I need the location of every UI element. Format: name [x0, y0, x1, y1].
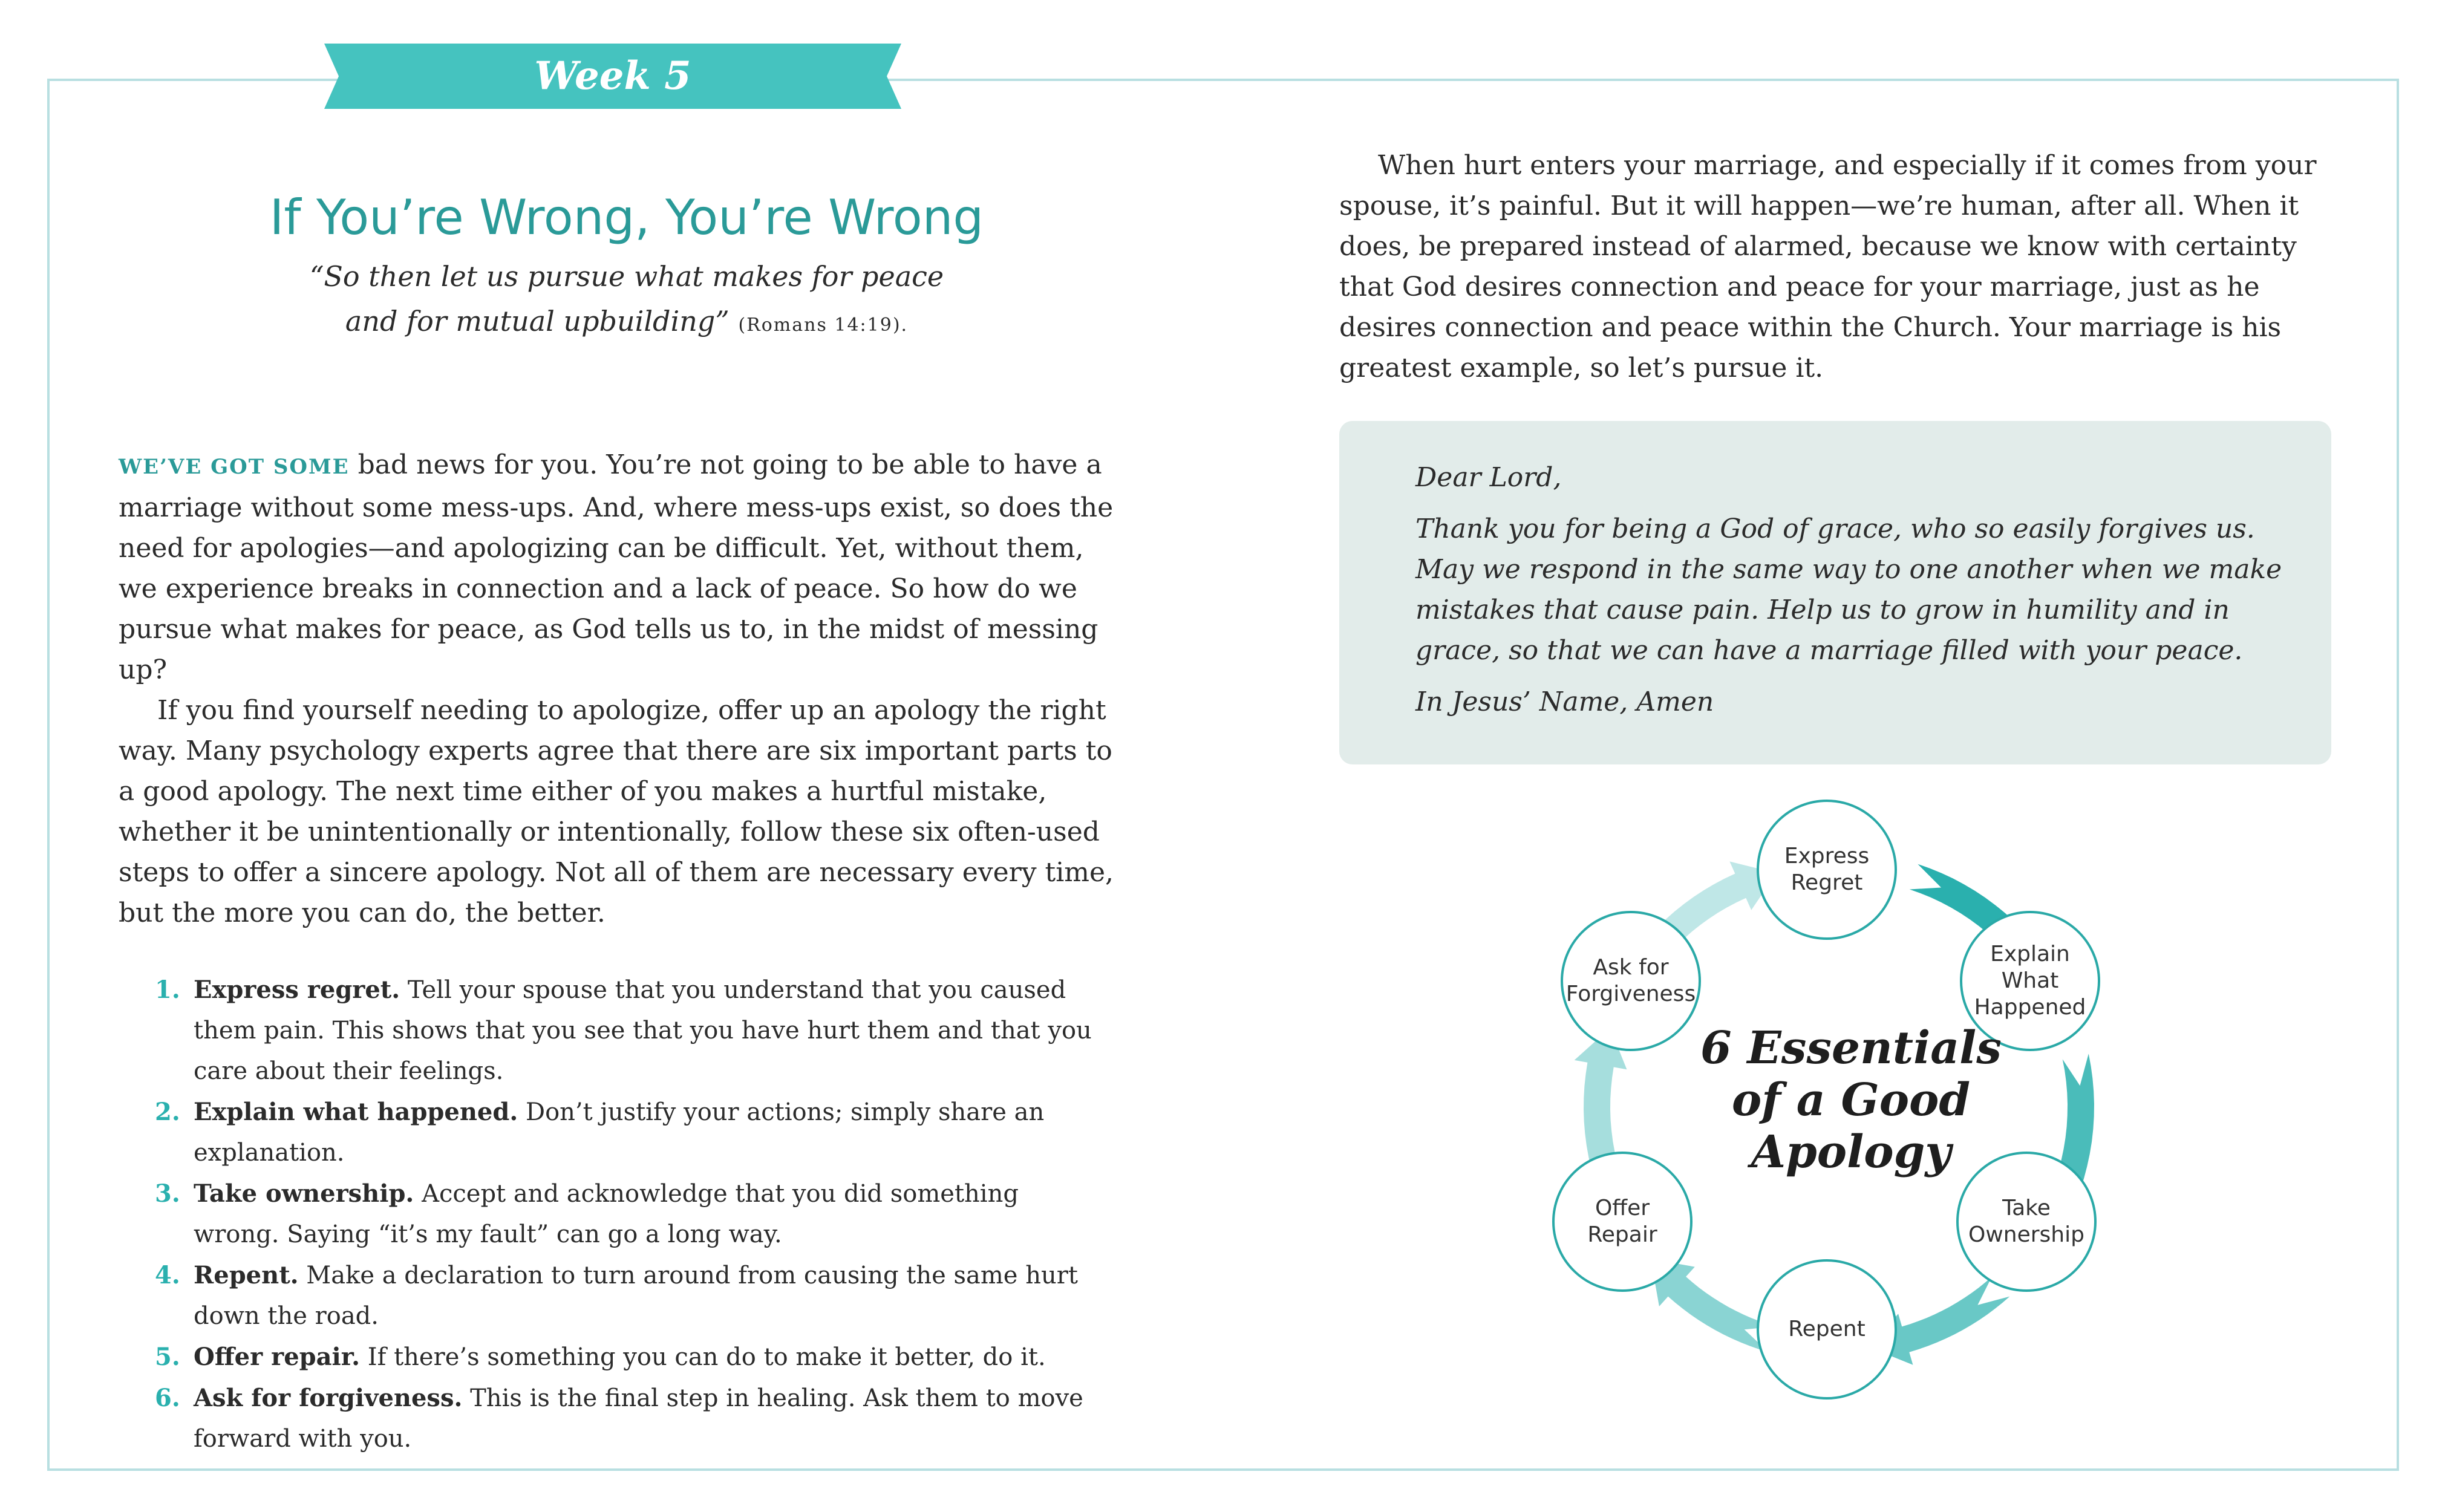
- step-item: [119, 969, 1101, 1092]
- week-label: Week 5: [534, 53, 691, 99]
- step-number: 3.: [155, 1179, 180, 1208]
- step-heading: Take ownership.: [194, 1179, 414, 1208]
- step-heading: Explain what happened.: [194, 1098, 518, 1126]
- node-take-ownership: Take Ownership: [1956, 1152, 2097, 1292]
- step-number: 5.: [155, 1343, 180, 1371]
- step-text: This is the final step in healing. Ask them to move forward with you.: [194, 1384, 1083, 1453]
- step-text: Make a declaration to turn around from causing the same hurt down the road.: [194, 1262, 1078, 1330]
- apology-cycle-diagram: [1536, 786, 2141, 1427]
- verse-reference: (Romans 14:19).: [738, 314, 909, 336]
- prayer-box: [1339, 421, 2331, 764]
- step-heading: Ask for forgiveness.: [194, 1384, 463, 1412]
- node-ask-for-forgiveness: Ask for Forgiveness: [1561, 911, 1701, 1051]
- step-number: 2.: [155, 1098, 180, 1126]
- right-column: [1339, 145, 2331, 388]
- week-banner: [324, 44, 901, 109]
- node-explain-what-happened: Explain What Happened: [1960, 911, 2100, 1051]
- step-text: If there’s something you can do to make it better, do it.: [360, 1343, 1046, 1371]
- step-heading: Repent.: [194, 1261, 299, 1289]
- page-title: If You’re Wrong, You’re Wrong: [269, 189, 984, 246]
- step-text: Accept and acknowledge that you did something wrong. Saying “it’s my fault” can go a long way.: [194, 1180, 1019, 1248]
- node-express-regret: Express Regret: [1757, 800, 1897, 940]
- verse-line-2-text: and for mutual upbuilding”: [345, 305, 730, 337]
- step-number: 6.: [155, 1384, 180, 1412]
- left-column: [119, 181, 1117, 1459]
- node-offer-repair: Offer Repair: [1552, 1152, 1693, 1292]
- step-item: [119, 1337, 1101, 1378]
- step-heading: Express regret.: [194, 976, 400, 1004]
- step-number: 4.: [155, 1261, 180, 1289]
- scripture-verse: [82, 254, 1171, 348]
- step-item: [119, 1173, 1101, 1255]
- step-heading: Offer repair.: [194, 1343, 361, 1371]
- verse-line-1: “So then let us pursue what makes for peace: [309, 260, 944, 293]
- apology-steps-list: [119, 969, 1117, 1459]
- prayer-closing: In Jesus’ Name, Amen: [1415, 686, 1714, 717]
- intro-paragraph-2: If you find yourself needing to apologize, offer up an apology the right way. Many psychology experts agree that there are six important parts to a good apology. The next time either of you makes a hurtful mistake, whether it be unintentionally or intentionally, follow these six often-used steps to offer a sincere apology. Not all of them are necessary every time, but the more you can do, the better.: [119, 695, 1114, 928]
- intro-paragraph-1: [119, 445, 1117, 690]
- prayer-greeting: Dear Lord,: [1415, 462, 1562, 493]
- step-text: Tell your spouse that you understand that you caused them pain. This shows that you see that you have hurt them and that you care about their feelings.: [194, 976, 1092, 1085]
- step-item: [119, 1255, 1101, 1337]
- verse-line-2: [82, 299, 1171, 348]
- intro-paragraph-1-text: bad news for you. You’re not going to be able to have a marriage without some mess-ups. And, where mess-ups exist, so does the need for apologies—and apologizing can be difficult. Yet, without them, we experience breaks in connection and a lack of peace. So how do we pursue what makes for peace, as God tells us to, in the midst of messing up?: [119, 449, 1114, 685]
- prayer-body: Thank you for being a God of grace, who so easily forgives us. May we respond in the same way to one another when we make mistakes that cause pain. Help us to grow in humility and in grace, so that we can have a marriage filled with your peace.: [1415, 513, 2282, 666]
- step-item: [119, 1092, 1101, 1173]
- node-repent: Repent: [1757, 1259, 1897, 1400]
- lead-in: WE’VE GOT SOME: [119, 455, 350, 479]
- right-paragraph: When hurt enters your marriage, and especially if it comes from your spouse, it’s painful. But it will happen—we’re human, after all. When it does, be prepared instead of alarmed, because we know with certainty that God desires connection and peace for your marriage, just as he desires connection and peace within the Church. Your marriage is his greatest example, so let’s pursue it.: [1339, 150, 2317, 383]
- step-item: [119, 1378, 1101, 1459]
- step-number: 1.: [155, 976, 180, 1004]
- diagram-title: 6 Essentials of a Good Apology: [1700, 1022, 2002, 1178]
- step-text: Don’t justify your actions; simply share an explanation.: [194, 1098, 1045, 1167]
